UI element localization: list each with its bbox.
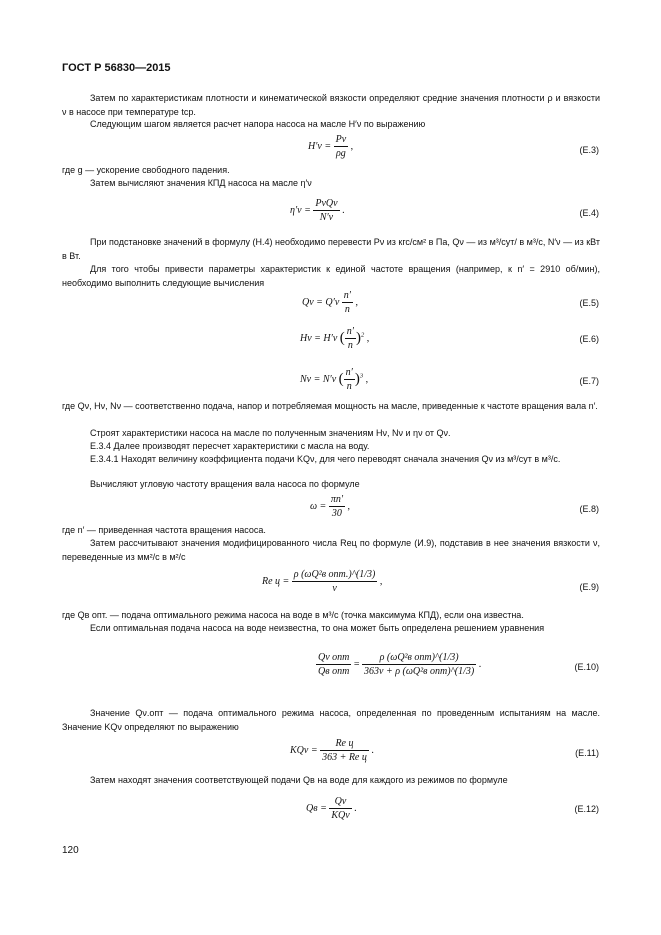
- equation-e8: ω = $\frac{\pi n'}{30}$ ,: [310, 494, 351, 519]
- equation-e10: $\frac{\text{Qν опт}}{\text{Qв опт}}$ = $\frac{\text{ρ (ωQ²в опт)\textasciicircum{}(1/3)}}{\text{363ν + ρ (ωQ²в опт)\textasciicircum{}(1/3)}}$ .: [318, 652, 482, 677]
- paragraph: Следующим шагом является расчет напора насоса на масле H′ν по выражению: [90, 119, 426, 129]
- paragraph: где Qν, Hν, Nν — соответственно подача, напор и потребляемая мощность на масле, приведенные к частоте вращения вала n′.: [62, 401, 598, 411]
- equation-e6: Hν = H′ν ( $\frac{n'}{n}$ )$^2$ ,: [300, 326, 370, 351]
- paragraph: Затем находят значения соответствующей подачи Qв на воде для каждого из режимов по формуле: [90, 775, 508, 785]
- paragraph: Затем по характеристикам плотности и кинематической вязкости определяют средние значения плотности ρ и вязкости ν в насосе при температуре tср.: [62, 93, 600, 117]
- paragraph: Е.3.4 Далее производят пересчет характеристики с масла на воду.: [90, 441, 370, 451]
- paragraph: Вычисляют угловую частоту вращения вала насоса по формуле: [90, 479, 360, 489]
- equation-number: (Е.5): [579, 298, 599, 308]
- equation-number: (Е.12): [574, 804, 599, 814]
- equation-number: (Е.11): [575, 748, 599, 758]
- paragraph: Если оптимальная подача насоса на воде неизвестна, то она может быть определена решением уравнения: [90, 623, 545, 633]
- equation-e12: Qв = $\frac{Q\nu}{\text{KQν}}$ .: [306, 796, 357, 821]
- paragraph: где Qв опт. — подача оптимального режима насоса на воде в м³/с (точка максимума КПД), если она известна.: [62, 610, 524, 620]
- document-header: ГОСТ Р 56830—2015: [62, 62, 171, 74]
- equation-number: (Е.6): [579, 334, 599, 344]
- paragraph: Значение Qν.опт — подача оптимального режима насоса, определенная по проведенным испытаниям на масле. Значение KQν определяют по выражению: [62, 708, 600, 732]
- equation-number: (Е.4): [579, 208, 599, 218]
- paragraph: Строят характеристики насоса на масле по полученным значениям Hν, Nν и ην от Qν.: [90, 428, 451, 438]
- equation-number: (Е.7): [579, 376, 599, 386]
- paragraph: Е.3.4.1 Находят величину коэффициента подачи KQν, для чего переводят сначала значения Qν из м³/сут в м³/с.: [90, 454, 561, 464]
- paragraph: где n′ — приведенная частота вращения насоса.: [62, 525, 266, 535]
- paragraph: Для того чтобы привести параметры характеристик к единой частоте вращения (например, к n′ = 2910 об/мин), необходимо выполнить следующие вычисления: [62, 264, 600, 288]
- equation-e4: η′ν = $\frac{\text{PνQν}}{N'\nu}$ .: [290, 198, 345, 223]
- equation-e7: Nν = N′ν ( $\frac{n'}{n}$ )$^3$ ,: [300, 367, 369, 392]
- equation-e5: Qν = Q′ν $\frac{n'}{n}$ ,: [302, 290, 358, 315]
- equation-number: (Е.10): [574, 662, 599, 672]
- paragraph: где g — ускорение свободного падения.: [62, 165, 230, 175]
- page-number: 120: [62, 845, 79, 856]
- equation-number: (Е.3): [579, 145, 599, 155]
- equation-e11: KQν = $\frac{\text{Re ц}}{\text{363 + Re ц}}$ .: [290, 738, 374, 763]
- equation-number: (Е.8): [579, 504, 599, 514]
- equation-number: (Е.9): [579, 582, 599, 592]
- paragraph: Затем рассчитывают значения модифицированного числа Reц по формуле (И.9), подставив в нее значения вязкости ν, переведенные из мм²/с в м²/с: [62, 538, 600, 562]
- paragraph: При подстановке значений в формулу (Н.4) необходимо перевести Pν из кгс/см² в Па, Qν — из м³/сут/ в м³/с, N′ν — из кВт в Вт.: [62, 237, 600, 261]
- equation-e9: Re ц = $\frac{\text{ρ (ωQ²в опт.)\textasciicircum{}(1/3)}}{\nu}$ ,: [262, 569, 383, 594]
- equation-e3: H′ν = $\frac{P\nu}{\rho g}$ ,: [308, 134, 354, 159]
- paragraph: Затем вычисляют значения КПД насоса на масле η′ν: [90, 178, 312, 188]
